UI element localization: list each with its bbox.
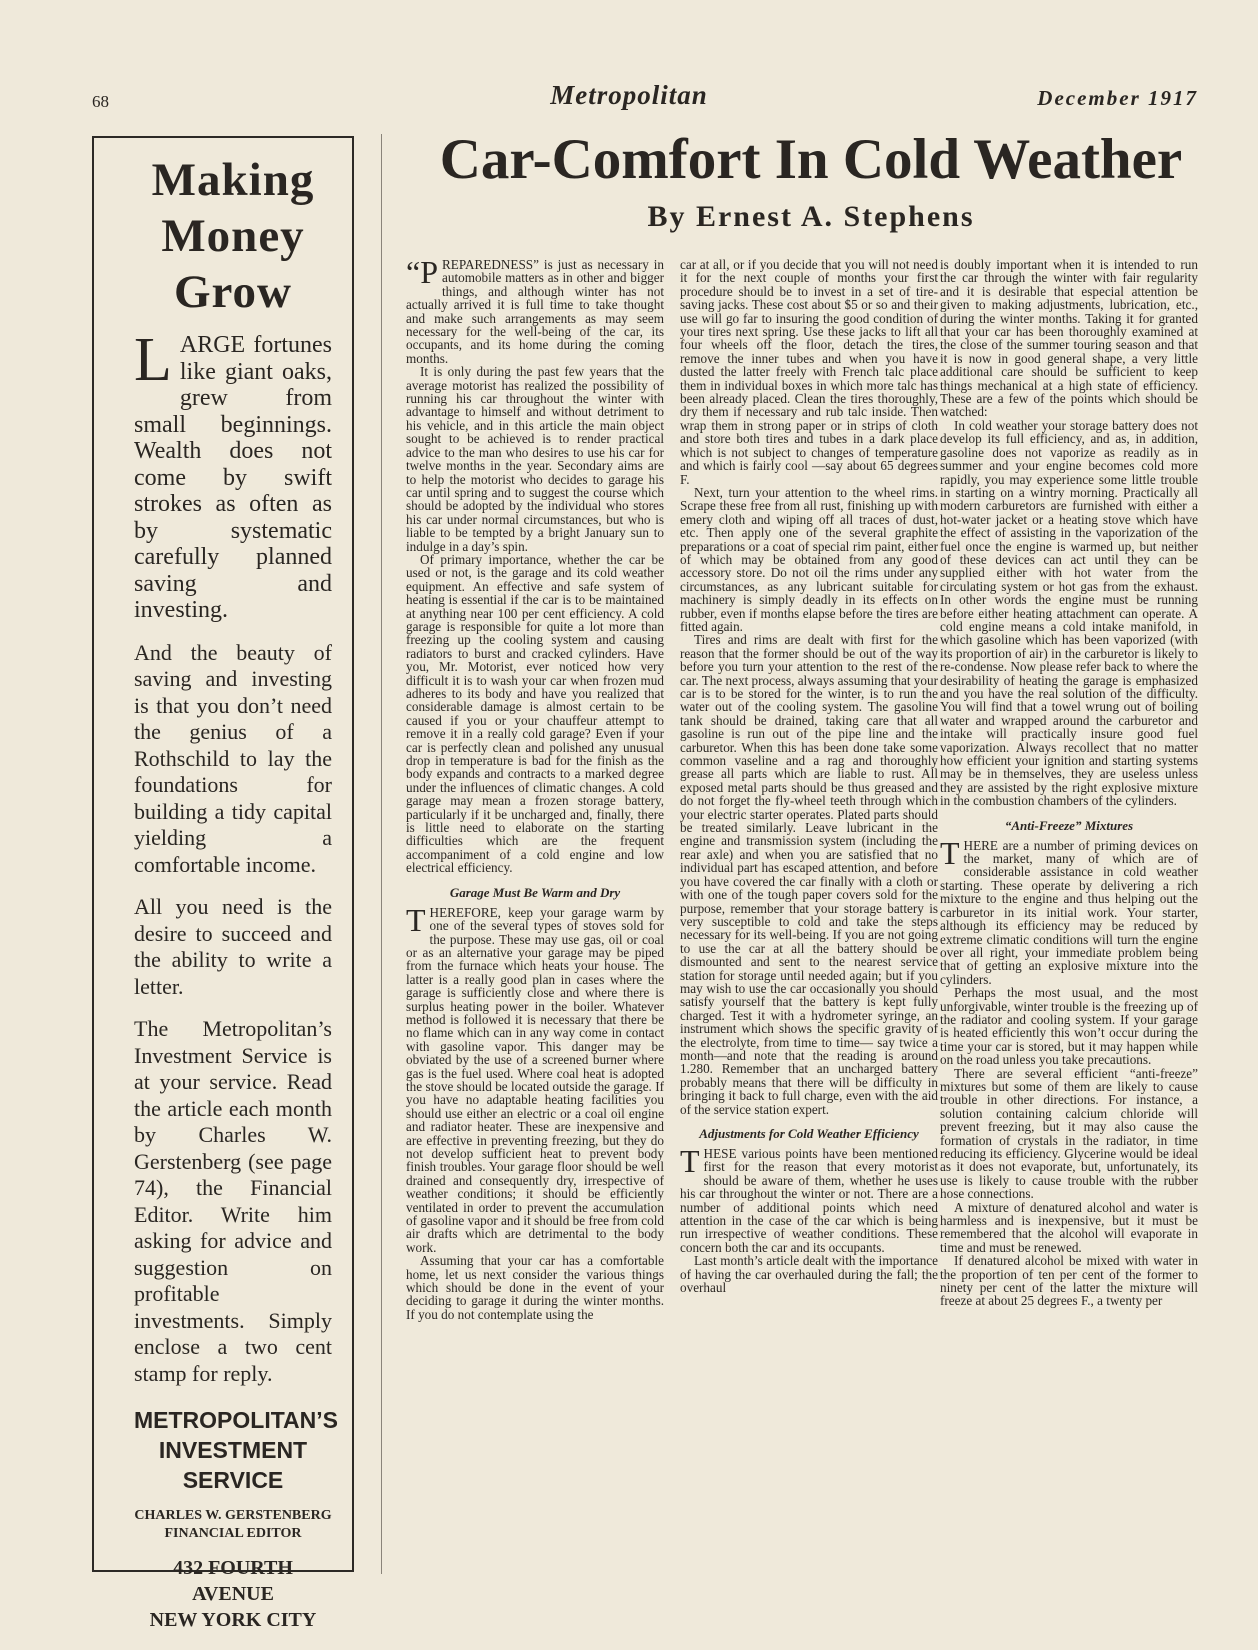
drop-cap: T (406, 901, 426, 938)
article-headline: Car-Comfort In Cold Weather (439, 128, 1183, 191)
ad-drop-cap: L (134, 326, 172, 394)
article-paragraph: There are several efficient “anti-freeze” mixtures but some of them are likely to cause trouble in other directions. For instance, a solution containing calcium chloride will prevent freezing, but it may also cause the formation of crystals in the radiator, in time reducing its efficiency. Glycerine would be ideal as it does not evaporate, but, unfortunately, its use is likely to cause trouble with the rubber hose connections. (940, 1065, 1198, 1202)
ad-address-street: 432 FOURTH AVENUE (173, 1557, 293, 1605)
paragraph-text: REPAREDNESS” is just as necessary in automobile matters as in other and bigger things, and although winter has not actually arrived it is full time to take thought and make such arrangements as may seem necessary for the well-being of the car, its occupants, and its home during the coming months. (406, 258, 664, 366)
article-paragraph: Assuming that your car has a comfortable home, let us next consider the various things which should be done in the event of your deciding to garage it during the winter months. If you do not contemplate using the (406, 1253, 664, 1322)
ad-paragraph-2: And the beauty of saving and investing is that you don’t need the genius of a Rothschild to lay the foundations for building a tidy capital yielding a comfortable income. (134, 639, 332, 877)
article-paragraph: Of primary importance, whether the car be used or not, is the garage and its cold weather equipment. An effective and safe system of heating is essential if the car is to be maintained at anything near 100 per cent efficiency. A cold garage is responsible for quite a lot more than freezing up the cooling system and causing radiators to burst and cracked cylinders. Have you, Mr. Motorist, ever noticed how very difficult it is to wash your car when frozen mud adheres to its body and have you realized that considerable damage is almost certain to be caused if you or your chauffeur attempt to remove it in a really cold garage? Even if your car is perfectly clean and polished any unusual drop in temperature is bad for the finish as the body expands and contracts to a marked degree under the influences of climatic changes. A cold garage may mean a frozen storage battery, particularly if it be uncharged and, finally, there is little need to elaborate on the starting difficulties which are the frequent accompaniment of a cold engine and low electrical efficiency. (406, 551, 664, 876)
article-paragraph (406, 901, 664, 1255)
section-heading: Garage Must Be Warm and Dry (449, 884, 621, 900)
article-byline: By Ernest A. Stephens (647, 200, 975, 233)
article-paragraph (940, 834, 1198, 987)
article-column-3 (940, 258, 1198, 1572)
ad-address-city: NEW YORK CITY (149, 1609, 317, 1631)
ad-brand: METROPOLITAN’S INVESTMENT SERVICE (134, 1407, 339, 1493)
issue-date: December 1917 (1037, 86, 1198, 110)
column-divider (381, 134, 382, 1574)
ad-paragraph-4: The Metropolitan’s Investment Service is at your service. Read the article each month by Charles W. Gerstenberg (see page 74), the Financial Editor. Write him asking for advice and suggestion on profitable investments. Simply enclose a two cent stamp for reply. (134, 1016, 332, 1386)
drop-cap: “P (406, 258, 438, 290)
ad-editor-name: CHARLES W. GERSTENBERG (134, 1508, 332, 1523)
article-paragraph (680, 1143, 938, 1255)
article-paragraph: It is only during the past few years that the average motorist has realized the possibility of running his car throughout the winter with advantage to himself and without detriment to his vehicle, and in this article the main object sought to be achieved is to render practical advice to the man who desires to use his car for twelve months in the year. Secondary aims are to help the motorist who decides to garage his car until spring and to suggest the course which should be adopted by the individual who stores his car under normal circumstances, but who is liable to be tempted by a bright January sun to indulge in a day’s spin. (406, 364, 664, 554)
magazine-title: Metropolitan (550, 80, 708, 110)
paragraph-text: HEREFORE, keep your garage warm by one of the several types of stoves sold for the purpose. These may use gas, oil or coal or as an alternative your garage may be piped from the furnace which heats your house. The latter is a really good plan in cases where the garage is sufficiently close and where there is surplus heating power in the boiler. Whatever method is followed it is necessary that there be no flame which can in any way come in contact with gasoline vapor. This danger may be obviated by the use of a screened burner where gas is the fuel used. Where coal heat is adopted the stove should be located outside the garage. If you have no adaptable heating facilities you should use either an electric or a coal oil engine and radiator heater. These are inexpensive and are effective in preventing freezing, but they do not develop sufficient heat to prevent body finish troubles. Your garage floor should be well drained and consequently dry, irrespective of weather conditions; it should be efficiently ventilated in order to prevent the accumulation of gasoline vapor and it should be free from cold air drafts which are detrimental to the body work. (406, 904, 664, 1255)
article-paragraph: Perhaps the most usual, and the most unforgivable, winter trouble is the freezing up of the radiator and cooling system. If your garage is heated efficiently this won’t occur during the time your car is stored, but it may happen while on the road unless you take precautions. (940, 985, 1198, 1068)
page-number: 68 (92, 92, 109, 111)
ad-title-line-1: Making (151, 154, 315, 206)
ad-editor (134, 1507, 332, 1543)
paragraph-text: HESE various points have been mentioned first for the reason that every motorist should be aware of them, whether he uses his car throughout the winter or not. There are a number of additional points which need attention in the case of the car which is being run irrespective of weather conditions. These concern both the car and its occupants. (680, 1146, 938, 1255)
article-column-1 (406, 258, 664, 1572)
ad-paragraph-3: All you need is the desire to succeed and the ability to write a letter. (134, 894, 332, 999)
article-column-2 (680, 258, 938, 1572)
ad-title-line-2: Money (161, 210, 305, 262)
article-paragraph: Next, turn your attention to the wheel rims. Scrape these free from all rust, finishing up with emery cloth and wiping off all traces of dust, etc. Then apply one of the several graphite preparations or a coat of special rim paint, either of which may be obtained from any good accessory store. Do not oil the rims under any circumstances, as any lubricant suitable for machinery is simply deadly in its effects on rubber, even if months elapse before the tires are fitted again. (680, 484, 938, 634)
article-paragraph: In cold weather your storage battery does not develop its full efficiency, and as, in addition, gasoline does not vaporize as readily as in summer and your engine becomes cold more rapidly, you may experience some little trouble in starting on a wintry morning. Practically all modern carburetors are furnished with either a hot-water jacket or a heating stove which have the effect of assisting in the vaporization of the fuel once the engine is warmed up, but neither of these devices can act until they can be supplied either with hot water from the circulating system or hot gas from the exhaust. In other words the engine must be running before either heating attachment can operate. A cold engine means a cold intake manifold, in which gasoline which has been vaporized (with its proportion of air) in the carburetor is likely to re-condense. Now please refer back to where the desirability of heating the garage is emphasized and you have the real solution of the difficulty. You will find that a towel wrung out of boiling water and wrapped around the carburetor and intake will practically insure good fuel vaporization. Always recollect that no matter how efficient your ignition and starting systems may be in themselves, they are useless unless they are assisted by the right explosive mixture in the combustion chambers of the cylinders. (940, 417, 1198, 809)
ad-editor-title: FINANCIAL EDITOR (164, 1526, 302, 1541)
drop-cap: T (940, 834, 960, 871)
ad-address (134, 1555, 332, 1633)
drop-cap: T (680, 1143, 700, 1179)
ad-title (134, 152, 332, 320)
article-paragraph: is doubly important when it is intended to run the car through the winter with fair regularity and it is desirable that especial attention be given to making adjustments, lubrication, etc., during the winter months. Taking it for granted that your car has been thoroughly examined at the close of the summer touring season and that it is now in good general shape, a very little additional care should be sufficient to keep things mechanical at a high state of efficiency. These are a few of the points which should be watched: (940, 258, 1198, 420)
investment-ad (92, 136, 354, 1631)
ad-lead-text: ARGE fortunes like giant oaks, grew from small beginnings. Wealth does not come by swift strokes as often as by systematic carefully planned saving and investing. (134, 332, 332, 623)
article-paragraph: Tires and rims are dealt with first for the reason that the former should be out of the way before you turn your attention to the rest of the car. The next process, always assuming that your car is to be stored for the winter, is to run the water out of the cooling system. The gasoline tank should be drained, taking care that all gasoline is run out of the pipe line and the carburetor. When this has been done take some common vaseline and a rag and thoroughly grease all parts which are liable to rust. All exposed metal parts should be thus greased and do not forget the fly-wheel teeth through which your electric starter operates. Plated parts should be treated similarly. Leave lubricant in the engine and transmission system (including the rear axle) and when you are satisfied that no individual part has escaped attention, and before you have covered the car finally with a cloth or with one of the tough paper covers sold for the purpose, remember that your storage battery is very susceptible to cold and take the steps necessary for its well-being. If you are not going to use the car at all the battery should be dismounted and sent to the nearest service station for storage until needed again; but if you may wish to use the car occasionally you should satisfy yourself that the battery is kept fully charged. Test it with a hydrometer syringe, an instrument which shows the specific gravity of the electrolyte, from time to time— say twice a month—and note that the reading is around 1.280. Remember that an uncharged battery probably means that there will be difficulty in bringing it back to full charge, even with the aid of the service station expert. (680, 632, 938, 1117)
article-paragraph: A mixture of denatured alcohol and water is harmless and is inexpensive, but it must be remembered that the alcohol will evaporate in time and must be renewed. (940, 1199, 1198, 1255)
ad-title-line-3: Grow (173, 266, 292, 318)
section-heading: “Anti-Freeze” Mixtures (1004, 817, 1134, 833)
section-heading: Adjustments for Cold Weather Efficiency (699, 1126, 919, 1141)
article-paragraph (406, 258, 664, 365)
paragraph-text: HERE are a number of priming devices on the market, many of which are of considerable assistance in cold weather starting. These operate by delivering a rich mixture to the engine and thus helping out the carburetor in its initial work. Your starter, although its efficiency may be reduced by extreme climatic conditions will turn the engine over all right, your immediate problem being that of getting an explosive mixture into the cylinders. (940, 837, 1198, 987)
article-paragraph: Last month’s article dealt with the importance of having the car overhauled during the fall; the overhaul (680, 1253, 938, 1296)
article-paragraph: car at all, or if you decide that you will not need it for the next couple of months your first procedure should be to invest in a set of tire-saving jacks. These cost about $5 or so and their use will go far to insuring the good condition of your tires next spring. Use these jacks to lift all four wheels off the floor, detach the tires, remove the inner tubes and when you have dusted the latter freely with French talc place them in individual boxes in which more talc has been already placed. Clean the tires thoroughly, dry them if necessary and rub talc inside. Then wrap them in strong paper or in strips of cloth and store both tires and tubes in a dark place which is not subject to changes of temperature and which is fairly cool —say about 65 degrees F. (680, 258, 938, 487)
article-paragraph: If denatured alcohol be mixed with water in the proportion of ten per cent of the former to ninety per cent of the latter the mixture will freeze at about 25 degrees F., a twenty per (940, 1253, 1198, 1309)
ad-lead-paragraph (134, 326, 332, 624)
